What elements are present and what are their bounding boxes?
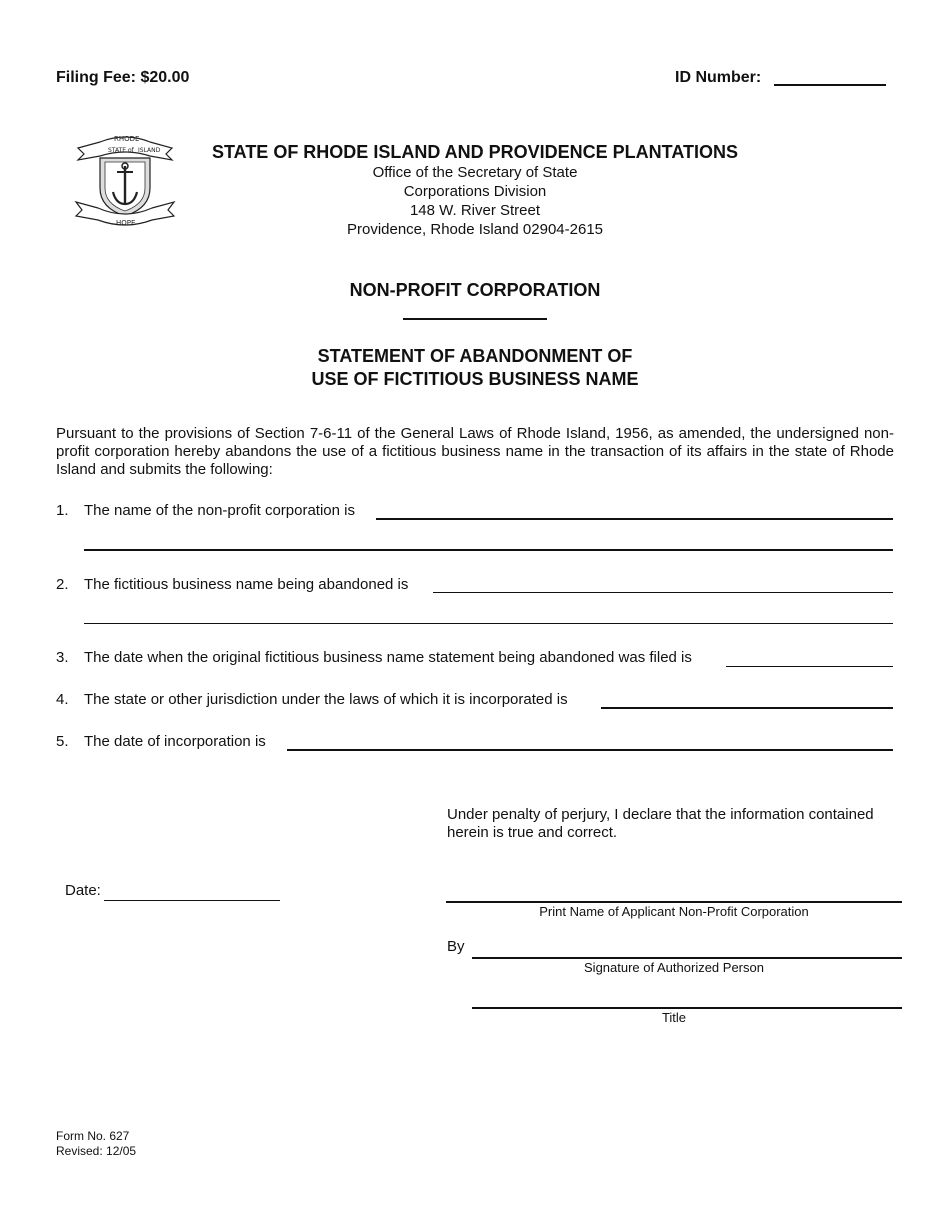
form-title-line2: USE OF FICTITIOUS BUSINESS NAME xyxy=(311,369,639,389)
state-name-heading: STATE OF RHODE ISLAND AND PROVIDENCE PLANTATIONS xyxy=(211,142,738,162)
title-field[interactable] xyxy=(472,1007,902,1009)
item-3-label: The date when the original fictitious business name statement being abandoned was filed is xyxy=(84,649,692,666)
date-label: Date: xyxy=(65,882,101,899)
item-5-label: The date of incorporation is xyxy=(84,733,266,750)
form-number: Form No. 627 xyxy=(56,1129,130,1143)
item-5-number: 5. xyxy=(56,733,69,750)
date-field[interactable] xyxy=(104,900,280,901)
state-seal-icon xyxy=(72,128,178,228)
print-name-caption: Print Name of Applicant Non-Profit Corporation xyxy=(539,904,809,919)
by-label: By xyxy=(447,938,465,955)
seal-left-text: STATE of xyxy=(108,147,134,154)
item-2-number: 2. xyxy=(56,576,69,593)
jurisdiction-field[interactable] xyxy=(601,707,893,709)
signature-caption: Signature of Authorized Person xyxy=(584,960,764,975)
item-4-number: 4. xyxy=(56,691,69,708)
revision-date: Revised: 12/05 xyxy=(56,1144,137,1158)
print-name-field[interactable] xyxy=(446,901,902,903)
street-address: 148 W. River Street xyxy=(409,202,541,219)
filing-fee: Filing Fee: $20.00 xyxy=(56,69,190,86)
seal-top-text: RHODE xyxy=(114,135,140,143)
signature-field[interactable] xyxy=(472,957,902,959)
item-1-label: The name of the non-profit corporation is xyxy=(84,502,355,519)
seal-right-text: ISLAND xyxy=(138,147,161,154)
form-title-line1: STATEMENT OF ABANDONMENT OF xyxy=(317,346,633,366)
original-filing-date-field[interactable] xyxy=(726,666,893,667)
office-name: Office of the Secretary of State xyxy=(372,164,578,181)
form-title xyxy=(0,345,950,391)
form-footer xyxy=(56,1129,136,1159)
perjury-declaration: Under penalty of perjury, I declare that the information contained herein is true and correct. xyxy=(447,806,874,841)
id-number-field[interactable] xyxy=(774,84,886,86)
fictitious-name-field[interactable] xyxy=(433,592,893,593)
form-type-heading: NON-PROFIT CORPORATION xyxy=(349,280,601,300)
incorporation-date-field[interactable] xyxy=(287,749,893,751)
intro-paragraph: Pursuant to the provisions of Section 7-6-11 of the General Laws of Rhode Island, 1956, as amended, the undersigned non-profit corporation hereby abandons the use of a fictitious business name in the transaction of its affairs in the state of Rhode Island and submits the following: xyxy=(56,425,894,478)
item-4-label: The state or other jurisdiction under the laws of which it is incorporated is xyxy=(84,691,568,708)
corporation-name-field[interactable] xyxy=(376,518,893,520)
division-name: Corporations Division xyxy=(403,183,547,200)
seal-bottom-text: HOPE xyxy=(116,219,136,227)
item-1-number: 1. xyxy=(56,502,69,519)
item-3-number: 3. xyxy=(56,649,69,666)
office-address-block xyxy=(180,163,770,239)
fictitious-name-field-line2[interactable] xyxy=(84,623,893,624)
title-caption: Title xyxy=(661,1010,687,1025)
id-number-label: ID Number: xyxy=(675,69,762,86)
heading-divider xyxy=(403,318,547,320)
city-address: Providence, Rhode Island 02904-2615 xyxy=(346,221,604,238)
item-2-label: The fictitious business name being abandoned is xyxy=(84,576,409,593)
corporation-name-field-line2[interactable] xyxy=(84,549,893,551)
